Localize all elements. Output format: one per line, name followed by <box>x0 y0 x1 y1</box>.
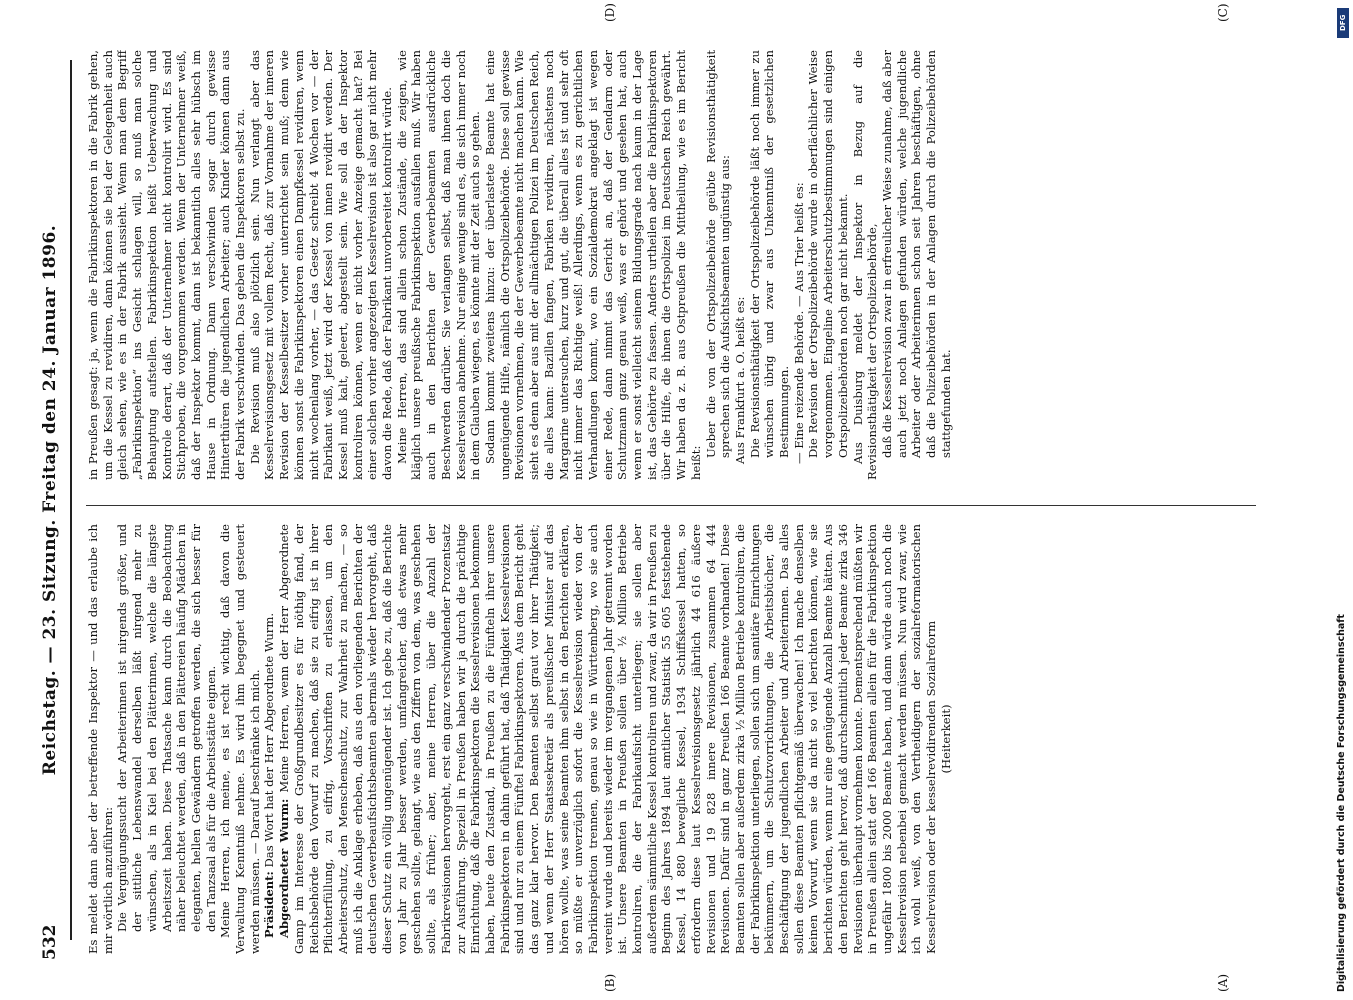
paragraph: — Eine reizende Behörde. — Aus Trier heißt es: <box>791 182 806 464</box>
speaker-paragraph <box>262 524 277 954</box>
digitization-credit <box>1336 8 1350 992</box>
quotation: Die Vergnügungssucht der Arbeiterinnen ist nirgends größer, und der sittliche Lebenswandel derselben läßt nirgend mehr zu wünschen, als in Kiel bei den Plätterinnen, welche die längste Arbeitszeit haben. Diese Thatsache kann durch die Beobachtung näher beleuchtet werden, daß in den Plättereien häufig Mädchen in eleganten, hellen Gewändern getroffen werden, die sich besser für den Tanzsaal als für die Arbeitsstätte eignen. <box>115 524 218 932</box>
speech-text: Meine Herren, wenn der Herr Abgeordnete Gamp im Interesse der Großgrundbesitzer es für nöthig fand, der Reichsbehörde den Vorwurf zu machen, daß sie zu eifrig ist in ihrer Pflichterfüllung, zu eifrig, Vorschriften zu erlassen, um den Arbeiterschutz, den Menschenschutz, zur Wahrheit zu machen, — so muß ich die Anklage erheben, daß aus den vorliegenden Berichten der deutschen Gewerbeaufsichtsbeamten abermals wieder hervorgeht, daß dieser Schutz ein völlig ungenügender ist. Ich gebe zu, daß die Berichte von Jahr zu Jahr besser werden, umfangreicher, daß etwas mehr geschehen sollte, gelangt, wie aus den Ziffern von dem, was geschehen sollte, als früher; aber, meine Herren, über die Anzahl der Fabrikrevisionen hervorgeht, erst ein ganz verschwindender Prozentsatz zur Ausführung. Speziell in Preußen haben wir ja durch die prächtige Einrichtung, daß die Fabrikinspektoren die Kesselrevisionen bekommen haben, heute den Zustand, in Preußen zu die Fünfteln ihrer unsere Fabrikinspektoren in dahin geführt hat, daß Thätigkeit Kesselrevisionen sind und nur zu einem Fünftel Fabrikinspektoren. Aus dem Bericht geht das ganz klar hervor. Den Beamten selbst graut vor ihrer Thätigkeit; und wenn der Herr Staatssekretär als preußischer Minister auf das hören wollte, was seine Beamten ihm selbst in den Berichten erklären, so müßte er unverzüglich sofort die Kesselrevision wieder von der Fabrikinspektion trennen, genau so wie in Württemberg, wo sie auch vereint wurde und bereits wieder im vergangenen Jahr getrennt worden ist. Unsere Beamten in Preußen sollen über ½ Million Betriebe kontroliren, die der Fabrikaufsicht unterliegen; sie sollen aber außerdem sämmtliche Kessel kontroliren und zwar, da wir in Preußen zu Beginn des Jahres 1894 laut amtlicher Statistik 55 605 feststehende Kessel, 14 880 bewegliche Kessel, 1934 Schiffskessel hatten, so erfordern diese laut Kesselrevisionsgesetz jährlich 44 616 äußere Revisionen und 19 828 innere Revisionen, zusammen 64 444 Revisionen. Dafür sind in ganz Preußen 166 Beamte vorhanden! Diese Beamten sollen aber außerdem zirka ½ Million Betriebe kontroliren, die der Fabrikinspektion unterliegen, sollen sich um sanitäre Einrichtungen bekümmern, um die Schutzvorrichtungen, die Arbeitsbücher, die Beschäftigung der jugendlichen Arbeiter und Arbeiterinnen. Das alles sollen diese Beamten pflichtgemäß überwachen! Ich mache denselben keinen Vorwurf, wenn sie da nicht so viel berichten können, wie sie berichten würden, wenn nur eine genügende Anzahl Beamte hätten. Aus den Berichten geht hervor, daß durchschnittlich jeder Beamte zirka 346 Revisionen überhaupt vornehmen konnte. Dementsprechend müßten wir in Preußen allein statt der 166 Beamten allein für die Fabrikinspektion ungefähr 1800 bis 2000 Beamte haben, und dann würde auch noch die Kesselrevision nebenbei gemacht werden müssen. Nun wird zwar, wie ich wohl weiß, von den Vertheidigern der sozialreformatorischen Kesselrevision oder der kesselrevidirenden Sozialreform <box>277 524 939 954</box>
speech-text: Das Wort hat der Herr Abgeordnete Wurm. <box>262 612 277 868</box>
quotation: Ueber die von der Ortspolizeibehörde geübte Revisionsthätigkeit sprechen sich die Aufsichtsbeamten ungünstig aus: <box>703 50 733 458</box>
right-column <box>86 50 1256 480</box>
column-divider <box>86 505 1256 506</box>
paragraph: Es meldet dann aber der betreffende Inspektor — und das erlaube ich mir wörtlich anzuführen: <box>86 524 115 954</box>
speaker-name: Abgeordneter Wurm: <box>277 798 292 938</box>
paragraph: Aus Duisburg meldet der Inspektor in Bezug auf die Revisionsthätigkeit der Ortspolizeibehörde, <box>850 50 880 480</box>
margin-marker-b: (B) <box>603 973 617 992</box>
paragraph: Sodann kommt zweitens hinzu: der überlastete Beamte hat eine ungenügende Hilfe, nämlich die Ortspolizeibehörde. Diese soll gewisse Revisionen vornehmen, die der Gewerbebeamte nicht machen kann. Wie sieht es denn aber aus mit der allmächtigen Polizei im Deutschen Reich, die alles kann: Bazillen fangen, Fabriken revidiren, nächstens noch Margarine untersuchen, kurz und gut, die überall alles ist und sehr oft nicht immer das Richtige weiß! Allerdings, wenn es zu gerichtlichen Verhandlungen kommt, wo ein Sozialdemokrat angeklagt ist wegen einer Rede, dann nimmt das Gericht an, daß der Gendarm oder Schutzmann ganz genau weiß, was er gehört und gesehen hat, auch wenn er sonst vielleicht seinem Bildungsgrade nach kaum in der Lage ist, das Gehörte zu fassen. Anders urtheilen aber die Fabrikinspektoren über die Hilfe, die ihnen die Ortspolizei im Deutschen Reich gewährt. Wir haben da z. B. aus Ostpreußen die Mittheilung, wie es im Bericht heißt: <box>482 50 703 480</box>
speaker-name: Präsident: <box>262 871 277 938</box>
speaker-paragraph <box>277 524 939 954</box>
credit-text: Digitalisierung gefördert durch die Deutsche Forschungsgemeinschaft <box>1336 614 1347 992</box>
quotation: daß die Kesselrevision zwar in erfreulicher Weise zunahme, daß aber auch jetzt noch Anlagen gefunden würden, welche jugendliche Arbeiter oder Arbeiterinnen schon seit Jahren beschäftigen, ohne daß die Polizeibehörden in der Anlagen durch die Polizeibehörden stattgefunden hat. <box>879 50 953 458</box>
paragraph: Die Revision muß also plötzlich sein. Nun verlangt aber das Kesselrevisionsgesetz mit vollem Recht, daß zur Vornahme der inneren Revision der Kesselbesitzer vorher unterrichtet sein muß; denn wie können sonst die Fabrikinspektoren einen Dampfkessel revidiren, wenn nicht wochenlang vorher, — das Gesetz schreibt 4 Wochen vor — der Fabrikant weiß, jetzt wird der Kessel von innen revidirt werden. Der Kessel muß kalt, geleert, abgestellt sein. Wie soll da der Inspektor kontroliren können, wenn er nicht vorher Anzeige gemacht hat? Bei einer solchen vorher angezeigten Kesselrevision ist also gar nicht mehr davon die Rede, daß der Fabrikant unvorbereitet kontrolirt würde. <box>247 50 395 480</box>
page-number: 532 <box>40 924 60 960</box>
margin-marker-c: (C) <box>1216 3 1230 22</box>
margin-marker-a: (A) <box>1216 973 1230 992</box>
page-header <box>40 40 70 960</box>
quotation: Die Revision der Ortspolizeibehörde wurde in oberflächlicher Weise vorgenommen. Eingeline Arbeiterschutzbestimmungen sind einigen Ortspolizeibehörden noch gar nicht bekannt. <box>806 50 850 458</box>
paragraph: Aus Frankfurt a. O. heißt es: <box>732 296 747 464</box>
interjection: (Heiterkeit) <box>938 704 953 774</box>
dfg-logo: DFG <box>1337 8 1349 38</box>
paragraph: in Preußen gesagt: ja, wenn die Fabrikinspektoren in die Fabrik gehen, um die Kessel zu revidiren, dann können sie bei der Gelegenheit auch gleich sehen, wie es in der Fabrik aussieht. Wenn man dem Begriff „Fabrikinspektion“ ins Gesicht schlagen will, so muß man solche Behauptung aufstellen. Fabrikinspektion heißt Ueberwachung und Kontrole derart, daß der Unternehmer nicht kontrolirt wird. Es sind Stichproben, die vorgenommen werden. Wenn der Unternehmer weiß, daß der Inspektor kommt, dann ist bekanntlich alles sehr hübsch im Hause in Ordnung. Dann verschwinden sogar durch gewisse Hinterthüren die jugendlichen Arbeiter; auch Kinder können dann aus der Fabrik verschwinden. Das geben die Inspektoren selbst zu. <box>86 50 248 480</box>
margin-marker-d: (D) <box>603 3 617 22</box>
header-rule <box>70 60 72 940</box>
paragraph: Meine Herren, das sind allein schon Zustände, die zeigen, wie kläglich unsere preußische Fabrikinspektion ausfallen muß. Wir haben auch in den Berichten der Gewerbebeamten ausdrückliche Beschwerden darüber. Sie verlangen selbst, daß man ihnen doch die Kesselrevision abnehme. Nur einige wenige sind es, die sich immer noch in dem Glauben wiegen, es könnte mit der Zeit auch so gehen. <box>394 50 483 480</box>
paragraph: Meine Herren, ich meine, es ist recht wichtig, daß davon die Verwaltung Kenntniß nehme. Es wird ihm begegnet und gesteuert werden müssen. — Darauf beschränke ich mich. <box>218 524 262 954</box>
left-column <box>86 524 1256 954</box>
quotation: Die Revisionsthätigkeit der Ortspolizeibehörde läßt noch immer zu wünschen übrig und zwar aus Unkenntniß der gesetzlichen Bestimmungen. <box>747 50 792 458</box>
session-heading: Reichstag. — 23. Sitzung. Freitag den 24. Januar 1896. <box>40 224 60 776</box>
